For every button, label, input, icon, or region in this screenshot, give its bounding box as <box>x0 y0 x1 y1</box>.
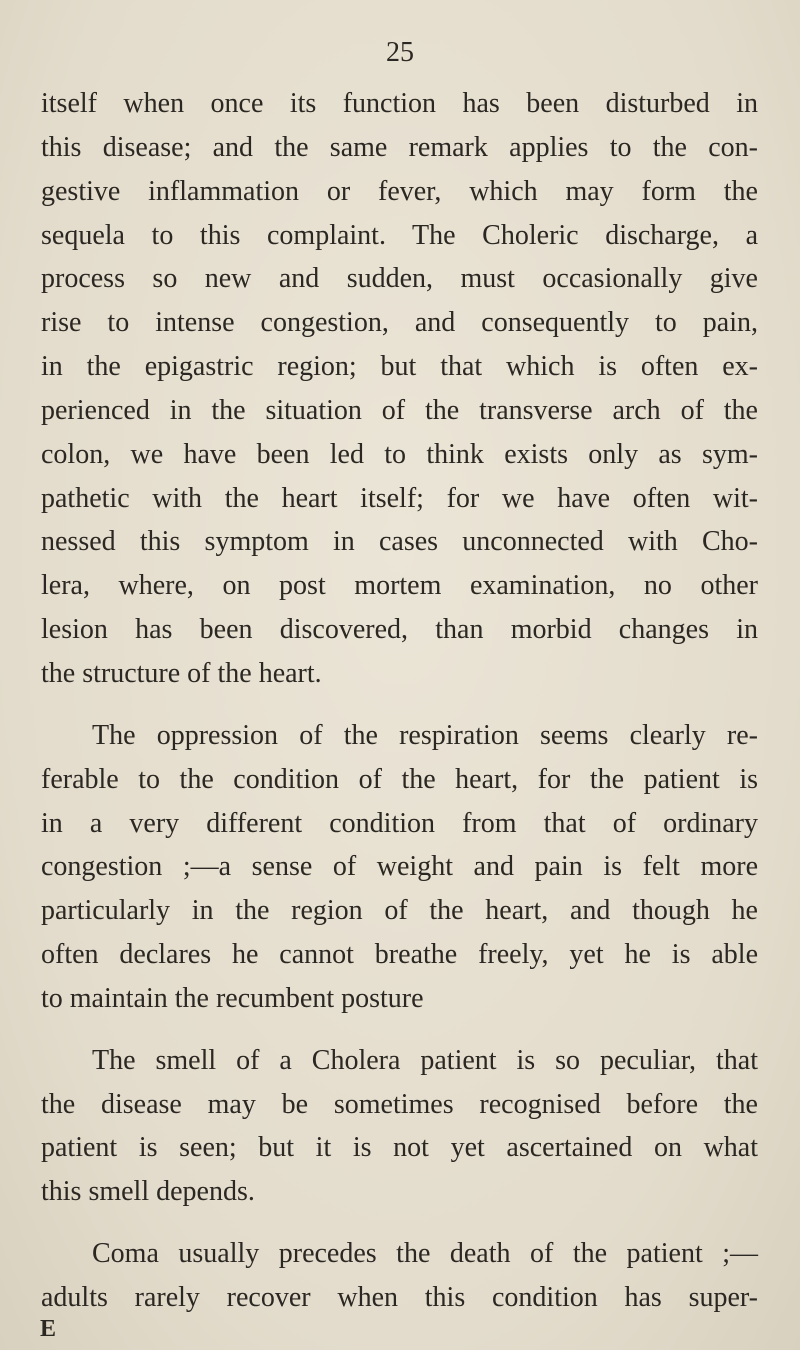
text-line: this smell depends. <box>41 1176 255 1207</box>
text-line: to maintain the recumbent posture <box>41 983 424 1014</box>
text-line: patient is seen; but it is not yet ascertained on what <box>41 1132 758 1163</box>
text-line: congestion ;—a sense of weight and pain is felt more <box>41 851 758 882</box>
text-line: nessed this symptom in cases unconnected with Cho- <box>41 526 758 557</box>
text-line: gestive inflammation or fever, which may form the <box>41 176 758 207</box>
paragraph-start-line: Coma usually precedes the death of the patient ;— <box>92 1238 758 1269</box>
text-line: sequela to this complaint. The Choleric discharge, a <box>41 220 758 251</box>
text-line: the disease may be sometimes recognised before the <box>41 1089 758 1120</box>
text-line: the structure of the heart. <box>41 658 322 689</box>
page-number: 25 <box>386 37 414 68</box>
paragraph-start-line: The oppression of the respiration seems clearly re- <box>92 720 758 751</box>
text-line: process so new and sudden, must occasionally give <box>41 263 758 294</box>
text-line: lera, where, on post mortem examination, no other <box>41 570 758 601</box>
text-line: in the epigastric region; but that which is often ex- <box>41 351 758 382</box>
signature-mark: E <box>40 1316 57 1342</box>
text-line: in a very different condition from that of ordinary <box>41 808 758 839</box>
text-line: perienced in the situation of the transverse arch of the <box>41 395 758 426</box>
text-line: lesion has been discovered, than morbid changes in <box>41 614 758 645</box>
text-line: often declares he cannot breathe freely, yet he is able <box>41 939 758 970</box>
text-line: adults rarely recover when this condition has super- <box>41 1282 758 1313</box>
text-line: rise to intense congestion, and consequently to pain, <box>41 307 758 338</box>
text-line: itself when once its function has been disturbed in <box>41 88 758 119</box>
paragraph-start-line: The smell of a Cholera patient is so peculiar, that <box>92 1045 758 1076</box>
text-line: pathetic with the heart itself; for we have often wit- <box>41 483 758 514</box>
text-line: particularly in the region of the heart, and though he <box>41 895 758 926</box>
text-line: ferable to the condition of the heart, for the patient is <box>41 764 758 795</box>
text-line: this disease; and the same remark applies to the con- <box>41 132 758 163</box>
text-line: colon, we have been led to think exists only as sym- <box>41 439 758 470</box>
